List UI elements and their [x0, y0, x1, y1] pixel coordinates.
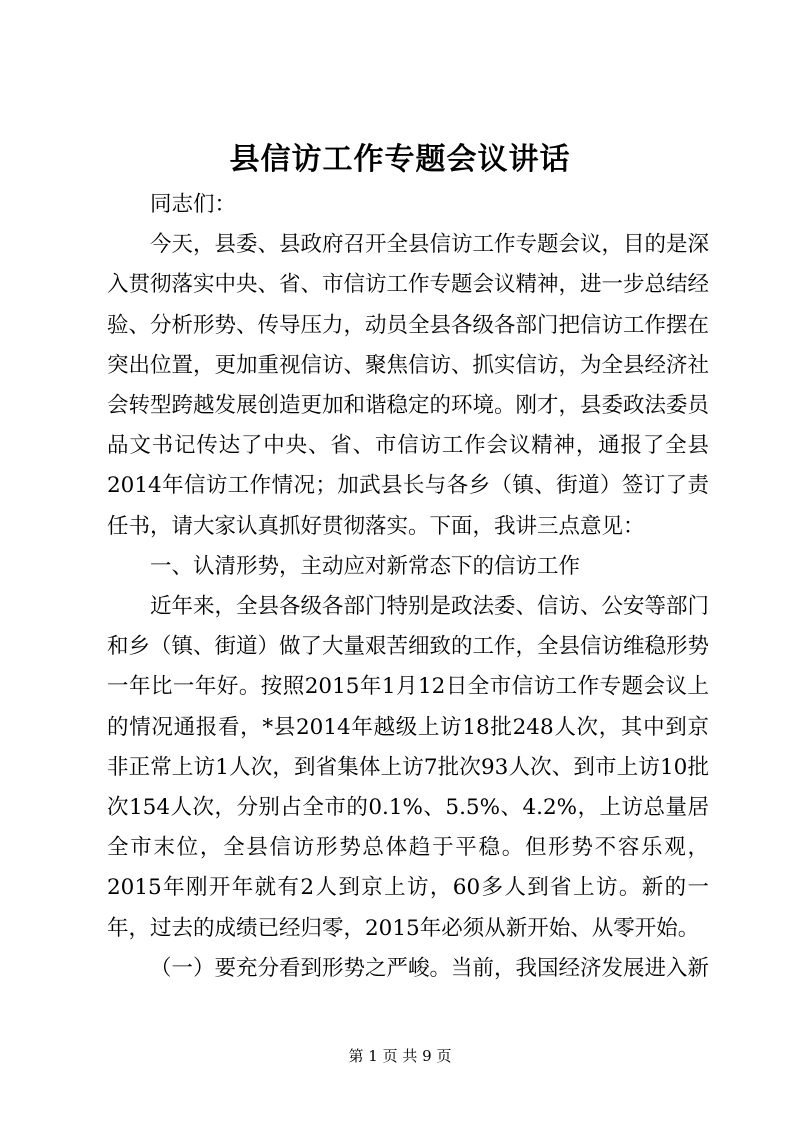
page-number-footer: 第 1 页 共 9 页 [348, 1047, 452, 1065]
page-title: 县信访工作专题会议讲话 [229, 142, 571, 177]
intro-paragraph: 今天，县委、县政府召开全县信访工作专题会议，目的是深入贯彻落实中央、省、市信访工作专题会议精神，进一步总结经验、分析形势、传导压力，动员全县各级各部门把信访工作摆在突出位置，更加重视信访、聚焦信访、抓实信访，为全县经济社会转型跨越发展创造更加和谐稳定的环境。刚才，县委政法委员品文书记传达了中央、省、市信访工作会议精神，通报了全县2014年信访工作情况；加武县长与各乡（镇、街道）签订了责任书，请大家认真抓好贯彻落实。下面，我讲三点意见： [107, 232, 710, 539]
subsection-paragraph: （一）要充分看到形势之严峻。当前，我国经济发展进入新 [150, 955, 710, 981]
situation-paragraph: 近年来，全县各级各部门特别是政法委、信访、公安等部门和乡（镇、街道）做了大量艰苦细致的工作，全县信访维稳形势一年比一年好。按照2015年1月12日全市信访工作专题会议上的情况通报看，*县2014年越级上访18批248人次，其中到京非正常上访1人次，到省集体上访7批次93人次、到市上访10批次154人次，分别占全市的0.1%、5.5%、4.2%，上访总量居全市末位，全县信访形势总体趋于平稳。但形势不容乐观，2015年刚开年就有2人到京上访，60多人到省上访。新的一年，过去的成绩已经归零，2015年必须从新开始、从零开始。 [107, 594, 710, 941]
section-heading: 一、认清形势，主动应对新常态下的信访工作 [150, 553, 581, 579]
document-body [107, 185, 709, 989]
salutation-paragraph: 同志们： [150, 192, 237, 217]
